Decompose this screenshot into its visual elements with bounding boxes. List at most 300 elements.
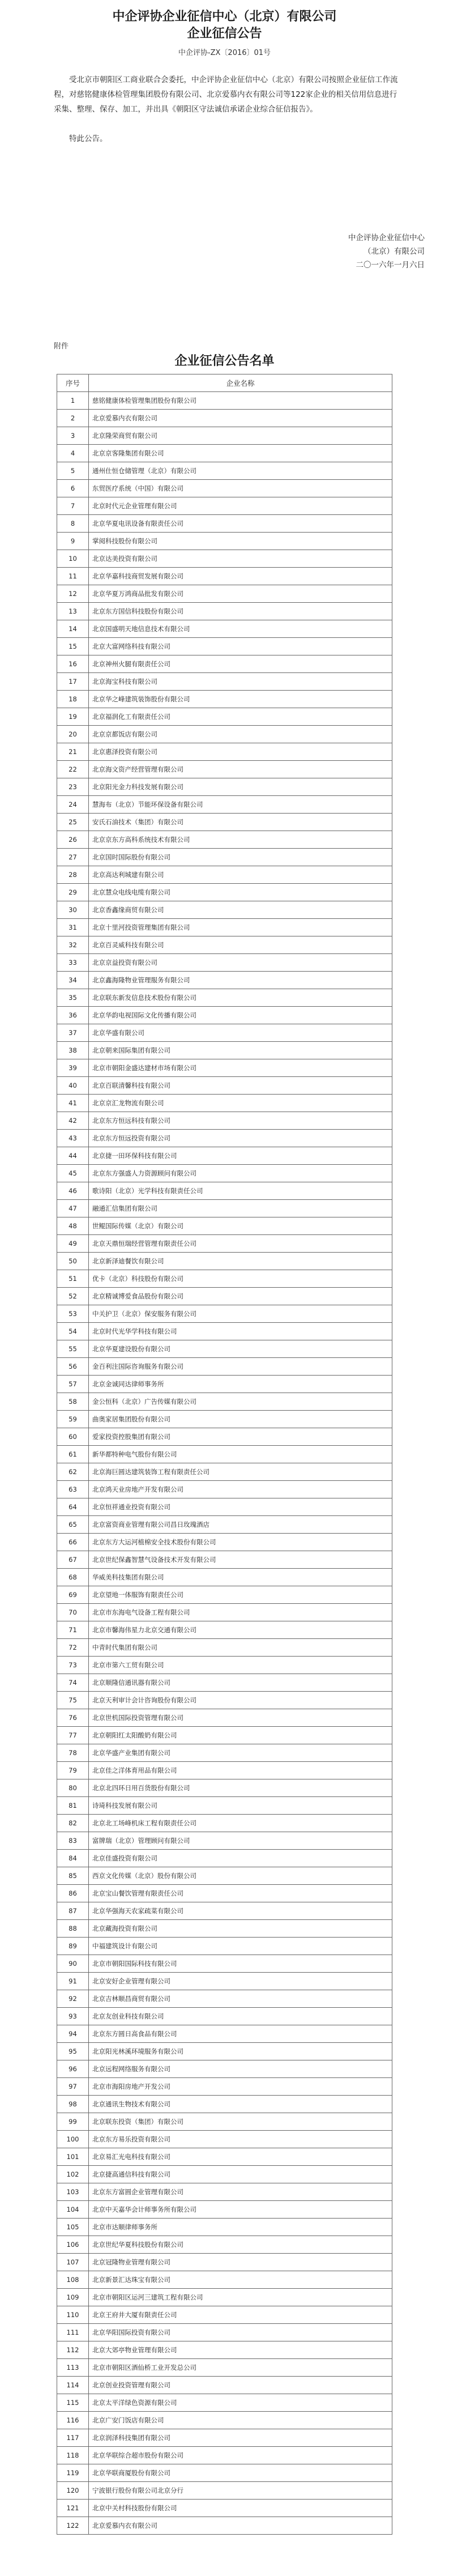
row-company-name: 北京联东新发信息技术股份有限公司	[89, 989, 392, 1007]
row-serial: 79	[57, 1762, 89, 1779]
row-company-name: 北京通讯生物技术有限公司	[89, 2096, 392, 2113]
row-serial: 80	[57, 1779, 89, 1797]
row-company-name: 北京国盛明天地信息技术有限公司	[89, 620, 392, 638]
table-row	[57, 2043, 392, 2060]
row-company-name: 金百利注国际咨询服务有限公司	[89, 1358, 392, 1376]
row-company-name: 北京东方圆日高食品有限公司	[89, 2025, 392, 2043]
table-row	[57, 2447, 392, 2464]
row-serial: 12	[57, 585, 89, 603]
table-row	[57, 1867, 392, 1885]
table-row	[57, 1902, 392, 1920]
table-row	[57, 1481, 392, 1498]
row-serial: 18	[57, 691, 89, 708]
row-serial: 8	[57, 515, 89, 533]
row-serial: 42	[57, 1112, 89, 1130]
row-company-name: 北京市朝阳区酒仙桥工业开发总公司	[89, 2359, 392, 2377]
table-row	[57, 2324, 392, 2341]
table-row	[57, 2254, 392, 2271]
row-company-name: 北京润泽科技集团有限公司	[89, 2429, 392, 2447]
row-serial: 17	[57, 673, 89, 691]
row-serial: 26	[57, 831, 89, 849]
row-company-name: 北京安好企业管理有限公司	[89, 1973, 392, 1990]
row-company-name: 北京京东方高科系统技术有限公司	[89, 831, 392, 849]
row-serial: 73	[57, 1657, 89, 1674]
row-company-name: 北京华嘉科技商贸发展有限公司	[89, 568, 392, 585]
row-company-name: 北京东方富圆企业管理有限公司	[89, 2183, 392, 2201]
table-row	[57, 691, 392, 708]
row-serial: 93	[57, 2008, 89, 2025]
row-serial: 7	[57, 497, 89, 515]
row-serial: 30	[57, 901, 89, 919]
table-row	[57, 2464, 392, 2482]
row-company-name: 北京华盛产业集团有限公司	[89, 1744, 392, 1762]
row-company-name: 北京高达利城建有限公司	[89, 866, 392, 884]
row-serial: 113	[57, 2359, 89, 2377]
row-serial: 121	[57, 2500, 89, 2517]
table-row	[57, 1744, 392, 1762]
table-row	[57, 462, 392, 480]
row-serial: 77	[57, 1727, 89, 1744]
row-serial: 98	[57, 2096, 89, 2113]
row-company-name: 北京香鑫缘商贸有限公司	[89, 901, 392, 919]
row-serial: 25	[57, 814, 89, 831]
row-serial: 62	[57, 1463, 89, 1481]
row-company-name: 北京国时国际股份有限公司	[89, 849, 392, 866]
row-company-name: 北京易汇光电科技有限公司	[89, 2148, 392, 2166]
row-serial: 94	[57, 2025, 89, 2043]
table-row	[57, 849, 392, 866]
table-row	[57, 1235, 392, 1253]
table-row	[57, 1059, 392, 1077]
table-row	[57, 392, 392, 410]
row-serial: 89	[57, 1938, 89, 1955]
row-company-name: 北京时代光华学科技有限公司	[89, 1323, 392, 1340]
row-serial: 114	[57, 2377, 89, 2394]
row-serial: 19	[57, 708, 89, 726]
table-title: 企业征信公告名单	[174, 354, 275, 368]
row-serial: 85	[57, 1867, 89, 1885]
signature-date: 二〇一六年一月六日	[356, 261, 425, 270]
row-company-name: 北京慧众电线电缆有限公司	[89, 884, 392, 901]
row-company-name: 北京阳光林溪环境服务有限公司	[89, 2043, 392, 2060]
row-company-name: 北京联东投资（集团）有限公司	[89, 2113, 392, 2131]
row-company-name: 北京广安门饭店有限公司	[89, 2412, 392, 2429]
row-serial: 10	[57, 550, 89, 568]
table-row	[57, 2236, 392, 2254]
signature-org-line1: 中企评协企业征信中心	[348, 233, 425, 242]
row-serial: 116	[57, 2412, 89, 2429]
table-row	[57, 2289, 392, 2306]
row-company-name: 北京大富网络科技有限公司	[89, 638, 392, 655]
row-serial: 56	[57, 1358, 89, 1376]
row-serial: 51	[57, 1270, 89, 1288]
row-company-name: 北京华夏电讯设备有限责任公司	[89, 515, 392, 533]
table-row	[57, 1569, 392, 1586]
row-company-name: 北京新景汇达珠宝有限公司	[89, 2271, 392, 2289]
row-company-name: 北京华强海天农家疏菜有限公司	[89, 1902, 392, 1920]
row-serial: 15	[57, 638, 89, 655]
row-serial: 5	[57, 462, 89, 480]
row-serial: 83	[57, 1832, 89, 1850]
row-serial: 57	[57, 1376, 89, 1393]
table-row	[57, 2008, 392, 2025]
row-company-name: 北京中天嘉华会计师事务所有限公司	[89, 2201, 392, 2219]
table-row	[57, 1358, 392, 1376]
row-serial: 99	[57, 2113, 89, 2131]
row-company-name: 北京京益投资有限公司	[89, 954, 392, 972]
row-company-name: 优卡（北京）科技股份有限公司	[89, 1270, 392, 1288]
row-serial: 52	[57, 1288, 89, 1305]
row-serial: 20	[57, 726, 89, 743]
row-company-name: 慈铭健康体检管理集团股份有限公司	[89, 392, 392, 410]
row-serial: 31	[57, 919, 89, 936]
table-row	[57, 1779, 392, 1797]
table-row	[57, 743, 392, 761]
row-serial: 46	[57, 1182, 89, 1200]
row-company-name: 西京文化传媒（北京）股份有限公司	[89, 1867, 392, 1885]
row-company-name: 北京佳之洋体育用品有限公司	[89, 1762, 392, 1779]
row-serial: 28	[57, 866, 89, 884]
table-row	[57, 2412, 392, 2429]
row-serial: 14	[57, 620, 89, 638]
table-row	[57, 2482, 392, 2500]
table-row	[57, 1990, 392, 2008]
row-company-name: 北京华联商厦股份有限公司	[89, 2464, 392, 2482]
row-serial: 35	[57, 989, 89, 1007]
row-company-name: 北京望地一体服饰有限责任公司	[89, 1586, 392, 1604]
row-serial: 59	[57, 1411, 89, 1428]
row-serial: 110	[57, 2306, 89, 2324]
row-serial: 111	[57, 2324, 89, 2341]
row-serial: 96	[57, 2060, 89, 2078]
row-company-name: 北京东方恒远投资有限公司	[89, 1130, 392, 1147]
row-company-name: 北京京都饭店有限公司	[89, 726, 392, 743]
row-company-name: 北京华韵电视国际文化传播有限公司	[89, 1007, 392, 1024]
row-serial: 13	[57, 603, 89, 620]
row-company-name: 中福建筑设计有限公司	[89, 1938, 392, 1955]
table-row	[57, 936, 392, 954]
table-row	[57, 1604, 392, 1621]
row-company-name: 北京鸿天业房地产开发有限公司	[89, 1481, 392, 1498]
table-row	[57, 2078, 392, 2096]
row-serial: 22	[57, 761, 89, 778]
table-row	[57, 2377, 392, 2394]
row-company-name: 北京华夏万鸿商品批发有限公司	[89, 585, 392, 603]
row-company-name: 北京市朝阳金盛达建材市场有限公司	[89, 1059, 392, 1077]
table-row	[57, 673, 392, 691]
row-company-name: 北京爱慕内衣有限公司	[89, 2517, 392, 2535]
row-company-name: 北京爱慕内衣有限公司	[89, 410, 392, 427]
row-serial: 29	[57, 884, 89, 901]
row-serial: 24	[57, 796, 89, 814]
table-row	[57, 1516, 392, 1534]
table-row	[57, 1077, 392, 1095]
row-serial: 95	[57, 2043, 89, 2060]
row-serial: 78	[57, 1744, 89, 1762]
table-row	[57, 1797, 392, 1815]
table-row	[57, 515, 392, 533]
row-serial: 49	[57, 1235, 89, 1253]
row-serial: 84	[57, 1850, 89, 1867]
table-row	[57, 568, 392, 585]
row-company-name: 北京华联综合超市股份有限公司	[89, 2447, 392, 2464]
row-serial: 6	[57, 480, 89, 497]
row-company-name: 北京北四环日用百货股份有限公司	[89, 1779, 392, 1797]
table-row	[57, 866, 392, 884]
row-company-name: 北京北工场峰机床工程有限责任公司	[89, 1815, 392, 1832]
row-company-name: 北京海文资产经营管理有限公司	[89, 761, 392, 778]
row-serial: 54	[57, 1323, 89, 1340]
row-serial: 120	[57, 2482, 89, 2500]
table-row	[57, 603, 392, 620]
row-serial: 65	[57, 1516, 89, 1534]
table-row	[57, 1920, 392, 1938]
row-company-name: 宁波银行股份有限公司北京分行	[89, 2482, 392, 2500]
row-serial: 109	[57, 2289, 89, 2306]
table-row	[57, 620, 392, 638]
table-row	[57, 2183, 392, 2201]
row-company-name: 北京东方恒远科技有限公司	[89, 1112, 392, 1130]
table-row	[57, 2025, 392, 2043]
row-serial: 105	[57, 2219, 89, 2236]
row-serial: 43	[57, 1130, 89, 1147]
table-row	[57, 2500, 392, 2517]
row-serial: 34	[57, 972, 89, 989]
row-serial: 58	[57, 1393, 89, 1411]
row-serial: 2	[57, 410, 89, 427]
row-serial: 23	[57, 778, 89, 796]
row-serial: 115	[57, 2394, 89, 2412]
table-row	[57, 638, 392, 655]
table-row	[57, 1411, 392, 1428]
row-serial: 75	[57, 1692, 89, 1709]
table-row	[57, 1270, 392, 1288]
row-serial: 92	[57, 1990, 89, 2008]
row-serial: 108	[57, 2271, 89, 2289]
table-row	[57, 2096, 392, 2113]
row-serial: 61	[57, 1446, 89, 1463]
table-row	[57, 1288, 392, 1305]
table-row	[57, 901, 392, 919]
row-company-name: 北京天利审计会计咨询股份有限公司	[89, 1692, 392, 1709]
row-serial: 97	[57, 2078, 89, 2096]
row-serial: 44	[57, 1147, 89, 1165]
table-row	[57, 585, 392, 603]
row-serial: 60	[57, 1428, 89, 1446]
row-company-name: 北京友创业科技有限公司	[89, 2008, 392, 2025]
table-row	[57, 2060, 392, 2078]
row-serial: 91	[57, 1973, 89, 1990]
table-row	[57, 1217, 392, 1235]
row-company-name: 北京朝阳红太阳酸奶有限公司	[89, 1727, 392, 1744]
table-row	[57, 954, 392, 972]
row-serial: 55	[57, 1340, 89, 1358]
table-row	[57, 1850, 392, 1867]
table-row	[57, 1586, 392, 1604]
row-company-name: 北京世纪华夏科技股份有限公司	[89, 2236, 392, 2254]
table-row	[57, 1639, 392, 1657]
row-company-name: 北京富资商业管理有限公司昌日玫瑰酒店	[89, 1516, 392, 1534]
table-row	[57, 1182, 392, 1200]
table-row	[57, 1832, 392, 1850]
row-company-name: 北京市第六工贸有限公司	[89, 1657, 392, 1674]
row-company-name: 北京世纪保鑫智慧气设备技术开发有限公司	[89, 1551, 392, 1569]
row-company-name: 北京市海阳房地产开发公司	[89, 2078, 392, 2096]
row-serial: 112	[57, 2341, 89, 2359]
row-company-name: 北京福润化工有限责任公司	[89, 708, 392, 726]
row-company-name: 歌诗阳（北京）光学科技有限责任公司	[89, 1182, 392, 1200]
row-company-name: 东贸医疗系统（中国）有限公司	[89, 480, 392, 497]
table-row	[57, 1165, 392, 1182]
row-company-name: 北京神州火腿有限责任公司	[89, 655, 392, 673]
row-company-name: 北京吉林顺昌商贸有限公司	[89, 1990, 392, 2008]
table-row	[57, 884, 392, 901]
row-serial: 9	[57, 533, 89, 550]
table-header-row	[57, 374, 392, 392]
table-row	[57, 1112, 392, 1130]
table-row	[57, 550, 392, 568]
row-company-name: 北京市达顺律师事务所	[89, 2219, 392, 2236]
table-row	[57, 1709, 392, 1727]
row-company-name: 北京远程网络服务有限公司	[89, 2060, 392, 2078]
row-serial: 76	[57, 1709, 89, 1727]
table-row	[57, 2219, 392, 2236]
table-row	[57, 1938, 392, 1955]
table-row	[57, 1253, 392, 1270]
table-row	[57, 1042, 392, 1059]
row-serial: 87	[57, 1902, 89, 1920]
row-serial: 119	[57, 2464, 89, 2482]
row-company-name: 富牌瑞（北京）管理顾问有限公司	[89, 1832, 392, 1850]
row-company-name: 北京精诚博爱食品股份有限公司	[89, 1288, 392, 1305]
row-company-name: 北京阳光金力科技发展有限公司	[89, 778, 392, 796]
table-row	[57, 2148, 392, 2166]
row-serial: 88	[57, 1920, 89, 1938]
table-row	[57, 2306, 392, 2324]
row-serial: 32	[57, 936, 89, 954]
table-row	[57, 1551, 392, 1569]
row-serial: 45	[57, 1165, 89, 1182]
document-number: 中企评协-ZX〔2016〕01号	[178, 49, 271, 57]
row-serial: 67	[57, 1551, 89, 1569]
row-company-name: 北京海巨圆达建筑装饰工程有限责任公司	[89, 1463, 392, 1481]
table-row	[57, 1007, 392, 1024]
row-serial: 71	[57, 1621, 89, 1639]
table-row	[57, 2131, 392, 2148]
table-row	[57, 497, 392, 515]
row-serial: 106	[57, 2236, 89, 2254]
row-company-name: 北京东方大运河植棉安全技术股份有限公司	[89, 1534, 392, 1551]
table-row	[57, 410, 392, 427]
row-company-name: 北京宝山餐饮管理有限责任公司	[89, 1885, 392, 1902]
row-company-name: 北京冠隆物业管理有限公司	[89, 2254, 392, 2271]
row-company-name: 北京鑫海隆物业管理服务有限公司	[89, 972, 392, 989]
table-row	[57, 1727, 392, 1744]
row-serial: 81	[57, 1797, 89, 1815]
row-serial: 104	[57, 2201, 89, 2219]
row-company-name: 北京东方易乐投资有限公司	[89, 2131, 392, 2148]
row-serial: 117	[57, 2429, 89, 2447]
table-row	[57, 919, 392, 936]
row-company-name: 融通汇信集团有限公司	[89, 1200, 392, 1217]
row-serial: 118	[57, 2447, 89, 2464]
row-company-name: 北京华盛有限公司	[89, 1024, 392, 1042]
row-company-name: 爱家投资控股集团有限公司	[89, 1428, 392, 1446]
row-company-name: 北京华夏建设股份有限公司	[89, 1340, 392, 1358]
row-company-name: 北京市朝阳国际科技有限公司	[89, 1955, 392, 1973]
row-serial: 47	[57, 1200, 89, 1217]
row-serial: 102	[57, 2166, 89, 2183]
row-company-name: 北京市馨海伟星力北京交通有限公司	[89, 1621, 392, 1639]
row-company-name: 北京华之峰建筑装饰股份有限公司	[89, 691, 392, 708]
row-serial: 38	[57, 1042, 89, 1059]
row-company-name: 北京大郊亭物业管理有限公司	[89, 2341, 392, 2359]
row-company-name: 北京惠泽投资有限公司	[89, 743, 392, 761]
table-row	[57, 708, 392, 726]
row-serial: 11	[57, 568, 89, 585]
table-row	[57, 1130, 392, 1147]
table-row	[57, 655, 392, 673]
row-company-name: 通州仕恒仓储管理（北京）有限公司	[89, 462, 392, 480]
row-serial: 103	[57, 2183, 89, 2201]
row-serial: 21	[57, 743, 89, 761]
table-row	[57, 2359, 392, 2377]
row-serial: 70	[57, 1604, 89, 1621]
table-row	[57, 796, 392, 814]
table-row	[57, 1657, 392, 1674]
table-row	[57, 2394, 392, 2412]
row-company-name: 北京创业投资管理有限公司	[89, 2377, 392, 2394]
table-row	[57, 972, 392, 989]
table-row	[57, 726, 392, 743]
row-company-name: 北京东方国信科技股份有限公司	[89, 603, 392, 620]
row-company-name: 慧海布（北京）节能环保设备有限公司	[89, 796, 392, 814]
row-serial: 33	[57, 954, 89, 972]
table-row	[57, 1095, 392, 1112]
table-row	[57, 831, 392, 849]
header-serial: 序号	[57, 374, 89, 392]
table-row	[57, 533, 392, 550]
table-row	[57, 1024, 392, 1042]
row-company-name: 北京世机国际投资管理有限公司	[89, 1709, 392, 1727]
row-serial: 82	[57, 1815, 89, 1832]
row-company-name: 北京京汇龙物流有限公司	[89, 1095, 392, 1112]
row-company-name: 北京顺隆信通讯器有限公司	[89, 1674, 392, 1692]
row-serial: 69	[57, 1586, 89, 1604]
row-serial: 37	[57, 1024, 89, 1042]
header-company-name: 企业名称	[89, 374, 392, 392]
row-serial: 100	[57, 2131, 89, 2148]
row-company-name: 北京佳盛投资有限公司	[89, 1850, 392, 1867]
row-company-name: 北京朝来国际集团有限公司	[89, 1042, 392, 1059]
row-company-name: 北京金诚同达律师事务所	[89, 1376, 392, 1393]
row-serial: 41	[57, 1095, 89, 1112]
row-serial: 4	[57, 445, 89, 462]
table-row	[57, 778, 392, 796]
row-serial: 27	[57, 849, 89, 866]
table-row	[57, 480, 392, 497]
row-company-name: 北京太平洋绿色资源有限公司	[89, 2394, 392, 2412]
row-serial: 107	[57, 2254, 89, 2271]
table-row	[57, 1446, 392, 1463]
table-row	[57, 1376, 392, 1393]
table-row	[57, 1674, 392, 1692]
row-serial: 53	[57, 1305, 89, 1323]
row-company-name: 北京达美投资有限公司	[89, 550, 392, 568]
body-paragraph-2: 特此公告。	[69, 134, 108, 143]
annex-label: 附件	[54, 342, 69, 351]
row-company-name: 新华都特种电气股份有限公司	[89, 1446, 392, 1463]
